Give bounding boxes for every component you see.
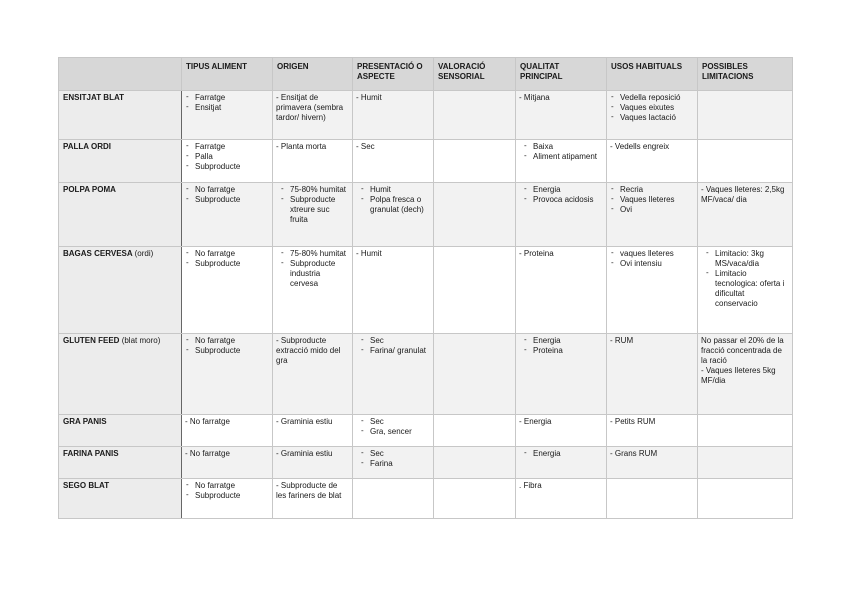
cell-text: - Grans RUM [610,449,658,458]
feed-name-suffix: (blat moro) [121,336,161,345]
bullet-item: - Sec [356,336,430,346]
bullet-item: - Energia [519,336,603,346]
bullet-list [185,142,269,172]
bullet-list [519,336,603,356]
cell-usos [607,334,698,415]
row-header [59,183,182,247]
bullet-item: - No farratge [185,336,269,346]
header-origen: ORIGEN [273,58,353,91]
header-presentacio: PRESENTACIÓ O ASPECTE [353,58,434,91]
row-header [59,247,182,334]
bullet-item: - Ensitjat [185,103,269,113]
bullet-item: - Vedella reposició [610,93,694,103]
cell-limitacions [698,91,793,140]
header-possibles-limitacions: POSSIBLES LIMITACIONS [698,58,793,91]
cell-origen [273,91,353,140]
header-tipus-aliment: TIPUS ALIMENT [182,58,273,91]
cell-limitacions [698,183,793,247]
cell-origen [273,334,353,415]
cell-valoracio [434,247,516,334]
bullet-item: - Vaques lactació [610,113,694,123]
cell-qualitat [516,479,607,519]
cell-qualitat [516,415,607,447]
table-row [59,479,793,519]
cell-limitacions [698,334,793,415]
cell-valoracio [434,91,516,140]
bullet-item: - Gra, sencer [356,427,430,437]
bullet-list [276,249,349,289]
bullet-list [185,249,269,269]
cell-tipus [182,447,273,479]
bullet-item: - Subproducte [185,195,269,205]
feed-name: SEGO BLAT [63,481,110,490]
table-row [59,91,793,140]
bullet-item: - Subproducte [185,491,269,501]
feed-name: POLPA POMA [63,185,116,194]
bullet-item: - Subproducte xtreure suc fruita [276,195,349,225]
cell-qualitat [516,183,607,247]
cell-presentacio [353,447,434,479]
cell-usos [607,91,698,140]
bullet-item: - Farina [356,459,430,469]
bullet-list [276,185,349,225]
row-header [59,91,182,140]
cell-limitacions [698,140,793,183]
bullet-item: - Ovi intensiu [610,259,694,269]
cell-text: - Humit [356,249,382,258]
bullet-item: - Vaques lleteres [610,195,694,205]
bullet-list [356,185,430,215]
cell-text: - Graminia estiu [276,449,333,458]
bullet-item: - Vaques eixutes [610,103,694,113]
cell-text: - No farratge [185,417,230,426]
bullet-item: - Polpa fresca o granulat (dech) [356,195,430,215]
feed-name: ENSITJAT BLAT [63,93,125,102]
bullet-item: - Energia [519,185,603,195]
feed-name: GLUTEN FEED [63,336,120,345]
table-row [59,247,793,334]
cell-limitacions [698,247,793,334]
bullet-list [356,417,430,437]
cell-presentacio [353,140,434,183]
bullet-item: - Recria [610,185,694,195]
cell-valoracio [434,479,516,519]
row-header [59,447,182,479]
cell-qualitat [516,247,607,334]
bullet-item: - Aliment atipament [519,152,603,162]
cell-usos [607,415,698,447]
cell-text: - Mitjana [519,93,550,102]
bullet-item: - Baixa [519,142,603,152]
bullet-list [701,249,789,309]
cell-text: - Vaques lleteres: 2,5kg MF/vaca/ dia [701,185,785,204]
cell-origen [273,415,353,447]
bullet-item: - Subproducte [185,259,269,269]
cell-text: - Humit [356,93,382,102]
bullet-item: - Farratge [185,142,269,152]
bullet-item: - Limitacio tecnologica: oferta i dificultat conservacio [701,269,789,309]
cell-text: - Proteina [519,249,554,258]
bullet-item: - Ovi [610,205,694,215]
cell-qualitat [516,140,607,183]
cell-presentacio [353,479,434,519]
cell-valoracio [434,447,516,479]
cell-origen [273,140,353,183]
cell-tipus [182,479,273,519]
cell-tipus [182,183,273,247]
bullet-item: - Limitacio: 3kg MS/vaca/dia [701,249,789,269]
row-header [59,334,182,415]
cell-origen [273,183,353,247]
bullet-item: - Subproducte industria cervesa [276,259,349,289]
table-row [59,334,793,415]
cell-origen [273,247,353,334]
bullet-item: - Sec [356,417,430,427]
cell-presentacio [353,415,434,447]
bullet-list [356,449,430,469]
bullet-item: - Subproducte [185,346,269,356]
cell-tipus [182,140,273,183]
row-header [59,479,182,519]
cell-text: - Subproducte de les fariners de blat [276,481,342,500]
header-usos-habituals: USOS HABITUALS [607,58,698,91]
bullet-item: - No farratge [185,185,269,195]
cell-tipus [182,334,273,415]
bullet-item: - Humit [356,185,430,195]
cell-qualitat [516,447,607,479]
cell-usos [607,140,698,183]
bullet-list [610,249,694,269]
bullet-item: - 75-80% humitat [276,249,349,259]
cell-usos [607,479,698,519]
feed-name: GRA PANIS [63,417,107,426]
bullet-list [185,336,269,356]
cell-usos [607,447,698,479]
cell-origen [273,447,353,479]
header-valoracio-sensorial: VALORACIÓ SENSORIAL [434,58,516,91]
cell-text: No passar el 20% de la fracció concentrada de la ració - Vaques lleteres 5kg MF/dia [701,336,784,385]
bullet-list [356,336,430,356]
cell-presentacio [353,247,434,334]
bullet-item: - Proteina [519,346,603,356]
cell-valoracio [434,140,516,183]
feed-table [58,57,793,519]
bullet-item: - Farratge [185,93,269,103]
cell-text: - Graminia estiu [276,417,333,426]
cell-qualitat [516,334,607,415]
cell-text: - Vedells engreix [610,142,670,151]
bullet-list [185,93,269,113]
feed-name: FARINA PANIS [63,449,119,458]
bullet-item: - Energia [519,449,603,459]
bullet-item: - vaques lleteres [610,249,694,259]
cell-text: - Petits RUM [610,417,656,426]
cell-valoracio [434,415,516,447]
cell-text: - Energia [519,417,552,426]
cell-valoracio [434,334,516,415]
table-row [59,183,793,247]
cell-text: - Sec [356,142,375,151]
bullet-item: - Subproducte [185,162,269,172]
bullet-item: - No farratge [185,481,269,491]
table-body [59,91,793,519]
cell-tipus [182,247,273,334]
bullet-list [185,481,269,501]
cell-text: - No farratge [185,449,230,458]
cell-presentacio [353,91,434,140]
table-row [59,447,793,479]
cell-tipus [182,91,273,140]
bullet-list [519,142,603,162]
feed-name: BAGAS CERVESA [63,249,133,258]
bullet-list [610,93,694,123]
cell-text: - Planta morta [276,142,327,151]
bullet-item: - Sec [356,449,430,459]
row-header [59,140,182,183]
row-header [59,415,182,447]
bullet-item: - No farratge [185,249,269,259]
bullet-item: - Provoca acidosis [519,195,603,205]
bullet-list [519,449,603,459]
bullet-item: - Palla [185,152,269,162]
cell-usos [607,183,698,247]
feed-name: PALLA ORDI [63,142,111,151]
cell-text: . Fibra [519,481,542,490]
cell-presentacio [353,183,434,247]
bullet-item: - 75-80% humitat [276,185,349,195]
cell-text: - Ensitjat de primavera (sembra tardor/ hivern) [276,93,344,122]
table-row [59,415,793,447]
cell-tipus [182,415,273,447]
cell-valoracio [434,183,516,247]
cell-origen [273,479,353,519]
bullet-list [610,185,694,215]
cell-text: - RUM [610,336,634,345]
header-row [59,58,793,91]
cell-qualitat [516,91,607,140]
cell-text: - Subproducte extracció mido del gra [276,336,341,365]
cell-limitacions [698,415,793,447]
header-corner [59,58,182,91]
bullet-list [519,185,603,205]
cell-usos [607,247,698,334]
feed-name-suffix: (ordi) [134,249,154,258]
cell-presentacio [353,334,434,415]
cell-limitacions [698,479,793,519]
table-row [59,140,793,183]
cell-limitacions [698,447,793,479]
bullet-item: - Farina/ granulat [356,346,430,356]
header-qualitat-principal: QUALITAT PRINCIPAL [516,58,607,91]
bullet-list [185,185,269,205]
